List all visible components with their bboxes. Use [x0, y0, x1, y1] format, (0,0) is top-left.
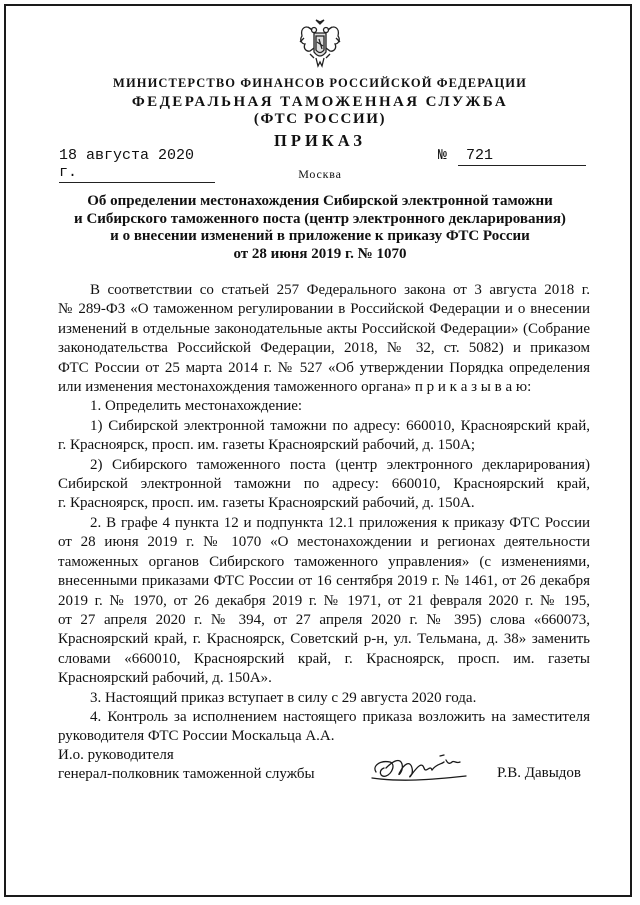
body-line: 2019 г. № 1970, от 26 декабря 2019 г. № 1971, от 21 февраля 2020 г. № 195,: [58, 592, 590, 609]
body-line: от 28 июня 2019 г. № 1070 «О местонахождении и регионах деятельности: [58, 534, 590, 551]
body-line: изменений в отдельные законодательные акты Российской Федерации» (Собрание: [58, 320, 590, 337]
number-sign: №: [438, 147, 448, 164]
body-line: законодательства Российской Федерации, 2018, № 32, ст. 5082) и приказом: [58, 340, 590, 357]
body-line: 1. Определить местонахождение:: [90, 398, 303, 415]
ministry-name: МИНИСТЕРСТВО ФИНАНСОВ РОССИЙСКОЙ ФЕДЕРАЦИИ: [113, 76, 527, 90]
document-number: 721: [458, 147, 586, 166]
body-line: Красноярский край, г. Красноярск, Советский р-н, ул. Тельмана, д. 38» заменить: [58, 631, 590, 648]
body-line: от 27 апреля 2020 г. № 394, от 27 апреля 2020 г. № 395) слова «660073,: [58, 611, 590, 628]
handwritten-signature: [370, 750, 492, 784]
body-line: 2. В графе 4 пункта 12 и подпункта 12.1 приложения к приказу ФТС России: [90, 514, 590, 531]
body-line: или изменения местонахождения таможенного органа» п р и к а з ы в а ю:: [58, 379, 532, 396]
body-line: Сибирской электронной таможни по адресу: 660010, Красноярский край,: [58, 476, 590, 493]
document-type: ПРИКАЗ: [274, 131, 366, 150]
body-line: 3. Настоящий приказ вступает в силу с 29 августа 2020 года.: [90, 689, 477, 706]
body-line: г. Красноярск, просп. им. газеты Красноярский рабочий, д. 150А.: [58, 495, 475, 512]
body-line: словами «660010, Красноярский край, г. Красноярск, просп. им. газеты: [58, 650, 590, 667]
body-line: внесенными приказами ФТС России от 16 сентября 2019 г. № 1461, от 26 декабря: [58, 573, 590, 590]
body-line: В соответствии со статьей 257 Федерального закона от 3 августа 2018 г.: [90, 282, 590, 298]
body-line: № 289-ФЗ «О таможенном регулировании в Российской Федерации и о внесении: [58, 301, 590, 318]
body-line: 4. Контроль за исполнением настоящего приказа возложить на заместителя: [90, 708, 590, 725]
title-line: Об определении местонахождения Сибирской электронной таможни: [87, 193, 553, 209]
body-line: таможенных органов Сибирского таможенного управления» (с изменениями,: [58, 553, 590, 570]
body-line: г. Красноярск, просп. им. газеты Красноярский рабочий, д. 150А;: [58, 437, 476, 454]
signatory-position: [58, 746, 315, 784]
body-line: ФТС России от 25 марта 2014 г. № 527 «Об утверждении Порядка определения: [58, 359, 590, 376]
signatory-position-line: генерал-полковник таможенной службы: [58, 766, 315, 782]
signer-name: Р.В. Давыдов: [497, 765, 581, 781]
russian-coat-of-arms-icon: [296, 18, 344, 70]
issue-city: Москва: [298, 167, 342, 181]
signatory-position-line: И.о. руководителя: [58, 747, 174, 763]
document-date: 18 августа 2020 г.: [59, 147, 215, 183]
document-body: [58, 281, 590, 747]
body-line: 1) Сибирской электронной таможни по адресу: 660010, Красноярский край,: [90, 417, 590, 434]
title-line: от 28 июня 2019 г. № 1070: [233, 245, 407, 262]
service-short-name: (ФТС РОССИИ): [253, 111, 387, 127]
body-line: руководителя ФТС России Москальца А.А.: [58, 728, 335, 745]
title-line: и о внесении изменений в приложение к приказу ФТС России: [110, 228, 530, 244]
document-title: [60, 193, 580, 263]
body-line: Красноярский рабочий, д. 150А».: [58, 670, 272, 687]
service-name: ФЕДЕРАЛЬНАЯ ТАМОЖЕННАЯ СЛУЖБА: [131, 94, 509, 110]
title-line: и Сибирского таможенного поста (центр электронного декларирования): [74, 210, 566, 227]
body-line: 2) Сибирского таможенного поста (центр электронного декларирования): [90, 456, 590, 473]
